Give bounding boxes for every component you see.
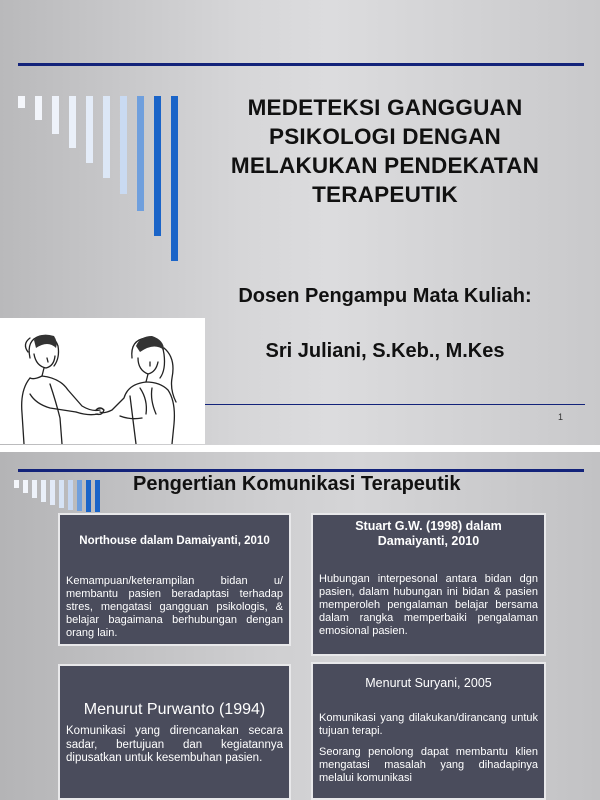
- bottom-rule: [205, 404, 585, 405]
- bar: [68, 480, 73, 510]
- bar: [50, 480, 55, 505]
- lecturer-name: Sri Juliani, S.Keb., M.Kes: [265, 340, 505, 362]
- bar: [103, 96, 110, 178]
- content-slide: [0, 452, 600, 800]
- title-line: TERAPEUTIK: [312, 182, 458, 207]
- definition-box-stuart: [311, 513, 546, 656]
- box-body: [66, 575, 283, 640]
- title-line: MEDETEKSI GANGGUAN: [247, 95, 523, 120]
- bar: [14, 480, 19, 488]
- box-body: [66, 725, 283, 766]
- bar: [120, 96, 127, 194]
- slide-title: [200, 93, 570, 209]
- bar: [86, 480, 91, 512]
- box-paragraph: Komunikasi yang direncanakan secara sadar, bertujuan dan kegiatannya dipusatkan untuk kesembuhan pasien.: [66, 725, 283, 764]
- bar: [52, 96, 59, 134]
- bar: [86, 96, 93, 163]
- bar: [18, 96, 25, 108]
- box-paragraph: Komunikasi yang dilakukan/dirancang untuk tujuan terapi.: [319, 712, 538, 737]
- lecturer-label: Dosen Pengampu Mata Kuliah:: [238, 285, 532, 307]
- top-rule: [18, 469, 584, 472]
- definition-box-suryani: [311, 662, 546, 800]
- bar: [59, 480, 64, 508]
- box-body: [319, 573, 538, 638]
- bar: [154, 96, 161, 236]
- bar: [35, 96, 42, 120]
- title-line: MELAKUKAN PENDEKATAN: [230, 153, 540, 178]
- bar: [137, 96, 144, 211]
- bar: [23, 480, 28, 493]
- box-paragraph: Hubungan interpesonal antara bidan dgn pasien, dalam hubungan ini bidan & pasien memperoleh pengalaman belajar bersama dalam rangka memperbaiki pengalaman emosional pasien.: [319, 573, 538, 637]
- bar: [95, 480, 100, 512]
- top-rule: [18, 63, 584, 66]
- box-heading: Menurut Purwanto (1994): [83, 701, 266, 718]
- bar: [69, 96, 76, 148]
- box-paragraph: Seorang penolong dapat membantu klien mengatasi masalah yang dihadapinya melalui komunikasi: [319, 746, 538, 784]
- bar: [32, 480, 37, 498]
- slide-title: Pengertian Komunikasi Terapeutik: [133, 473, 461, 495]
- bar: [77, 480, 82, 511]
- bar: [41, 480, 46, 502]
- title-line: PSIKOLOGI DENGAN: [269, 124, 501, 149]
- box-heading: Menurut Suryani, 2005: [365, 676, 492, 690]
- definition-box-northouse: [58, 513, 291, 646]
- box-paragraph: Kemampuan/keterampilan bidan u/ membantu pasien beradaptasi terhadap stres, mengatasi gangguan psikologis, & belajar bagaimana berhubungan dengan orang lain.: [66, 575, 283, 639]
- slide-number: 1: [558, 412, 564, 422]
- box-heading: Northouse dalam Damaiyanti, 2010: [79, 535, 270, 547]
- illustration-svg: [0, 318, 205, 444]
- definition-box-purwanto: [58, 664, 291, 800]
- illustration-midwife-patient: [0, 318, 205, 444]
- box-body: [319, 712, 538, 785]
- bar: [171, 96, 178, 261]
- box-heading: Stuart G.W. (1998) dalam Damaiyanti, 2010: [355, 519, 502, 548]
